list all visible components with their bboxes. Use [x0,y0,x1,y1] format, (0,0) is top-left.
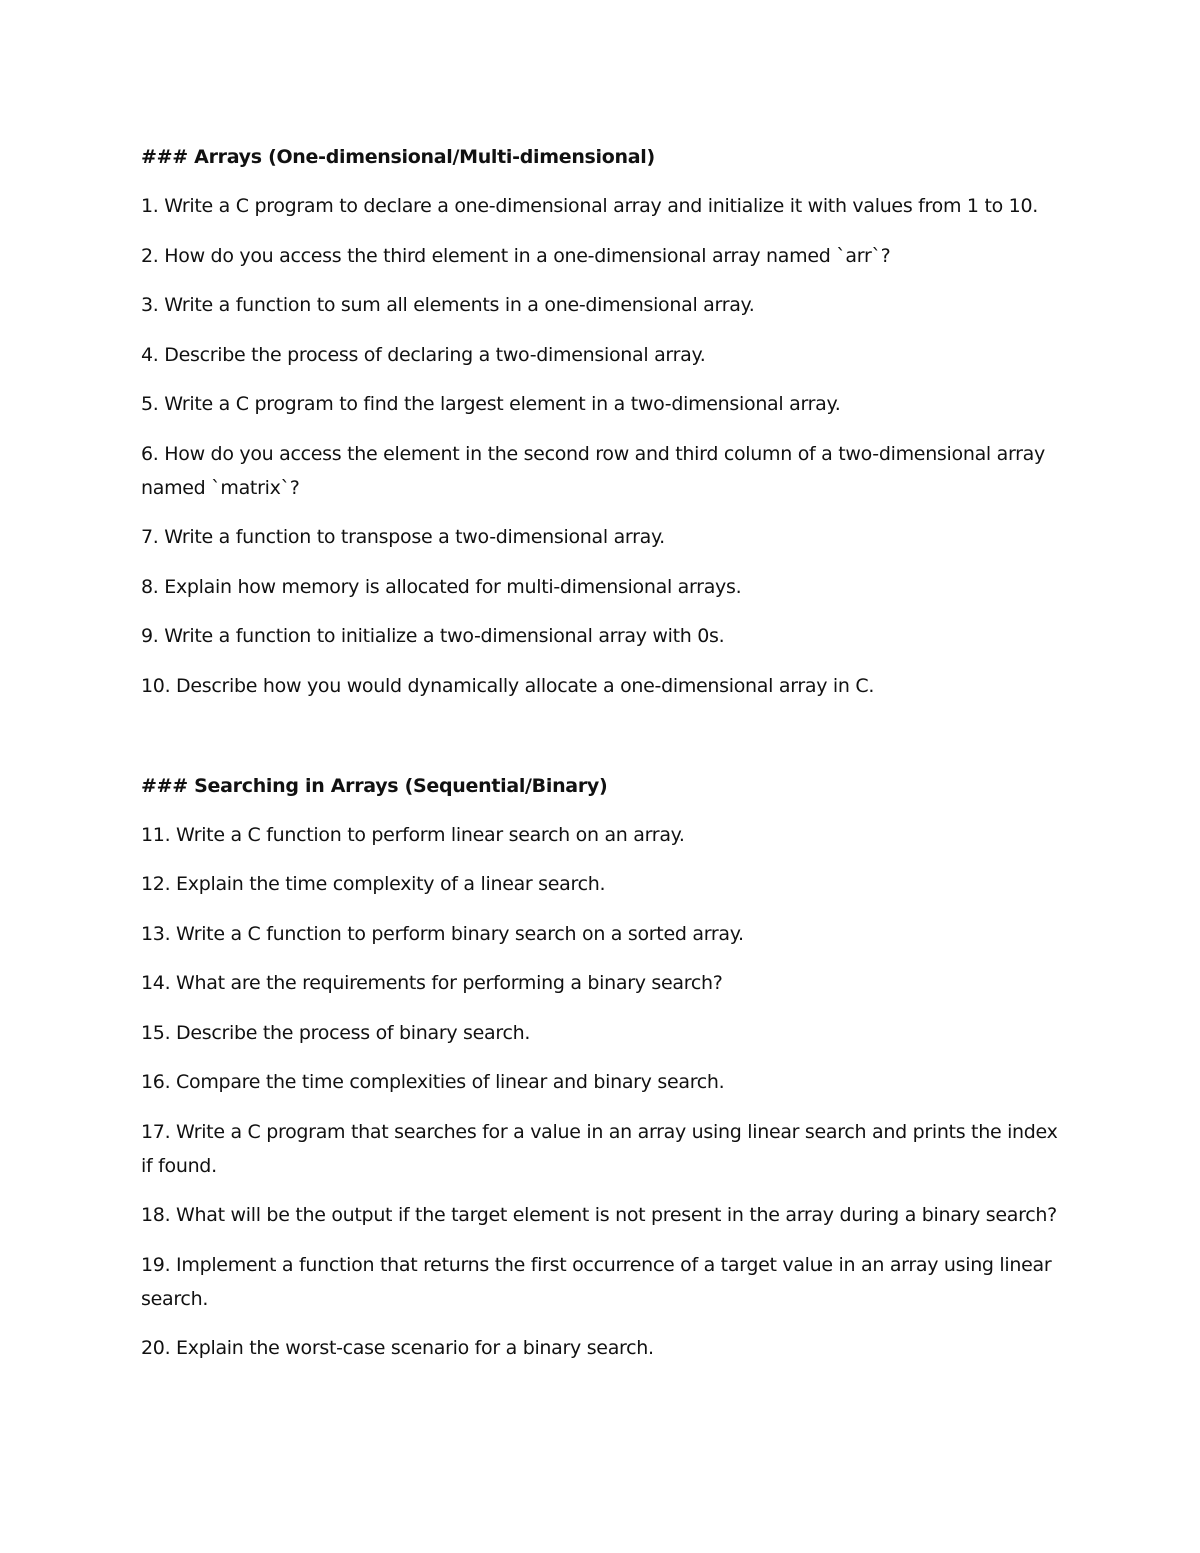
question-9: 9. Write a function to initialize a two-dimensional array with 0s. [141,625,725,647]
question-2: 2. How do you access the third element in a one-dimensional array named `arr`? [141,244,891,267]
question-20: 20. Explain the worst-case scenario for a binary search. [141,1337,654,1359]
question-11: 11. Write a C function to perform linear search on an array. [141,823,685,846]
question-1: 1. Write a C program to declare a one-dimensional array and initialize it with values from 1 to 10. [141,195,1038,217]
question-16: 16. Compare the time complexities of linear and binary search. [141,1071,725,1093]
section-heading-searching: ### Searching in Arrays (Sequential/Binary) [141,774,608,797]
question-8: 8. Explain how memory is allocated for multi-dimensional arrays. [141,575,742,598]
question-3: 3. Write a function to sum all elements in a one-dimensional array. [141,294,755,316]
question-18: 18. What will be the output if the target element is not present in the array during a binary search? [141,1204,1057,1226]
question-19: 19. Implement a function that returns the first occurrence of a target value in an array using linear search. [141,1253,1052,1310]
question-6: 6. How do you access the element in the second row and third column of a two-dimensional array named `matrix`? [141,442,1045,499]
question-12: 12. Explain the time complexity of a linear search. [141,873,606,895]
section-heading-arrays: ### Arrays (One-dimensional/Multi-dimensional) [141,146,655,168]
document-page [141,140,1071,1381]
question-13: 13. Write a C function to perform binary search on a sorted array. [141,922,744,945]
question-7: 7. Write a function to transpose a two-dimensional array. [141,526,665,548]
question-14: 14. What are the requirements for performing a binary search? [141,972,723,994]
question-10: 10. Describe how you would dynamically allocate a one-dimensional array in C. [141,674,875,697]
question-5: 5. Write a C program to find the largest element in a two-dimensional array. [141,393,841,415]
question-15: 15. Describe the process of binary search. [141,1021,531,1044]
question-4: 4. Describe the process of declaring a two-dimensional array. [141,343,706,366]
question-17: 17. Write a C program that searches for a value in an array using linear search and prints the index if found. [141,1120,1058,1177]
